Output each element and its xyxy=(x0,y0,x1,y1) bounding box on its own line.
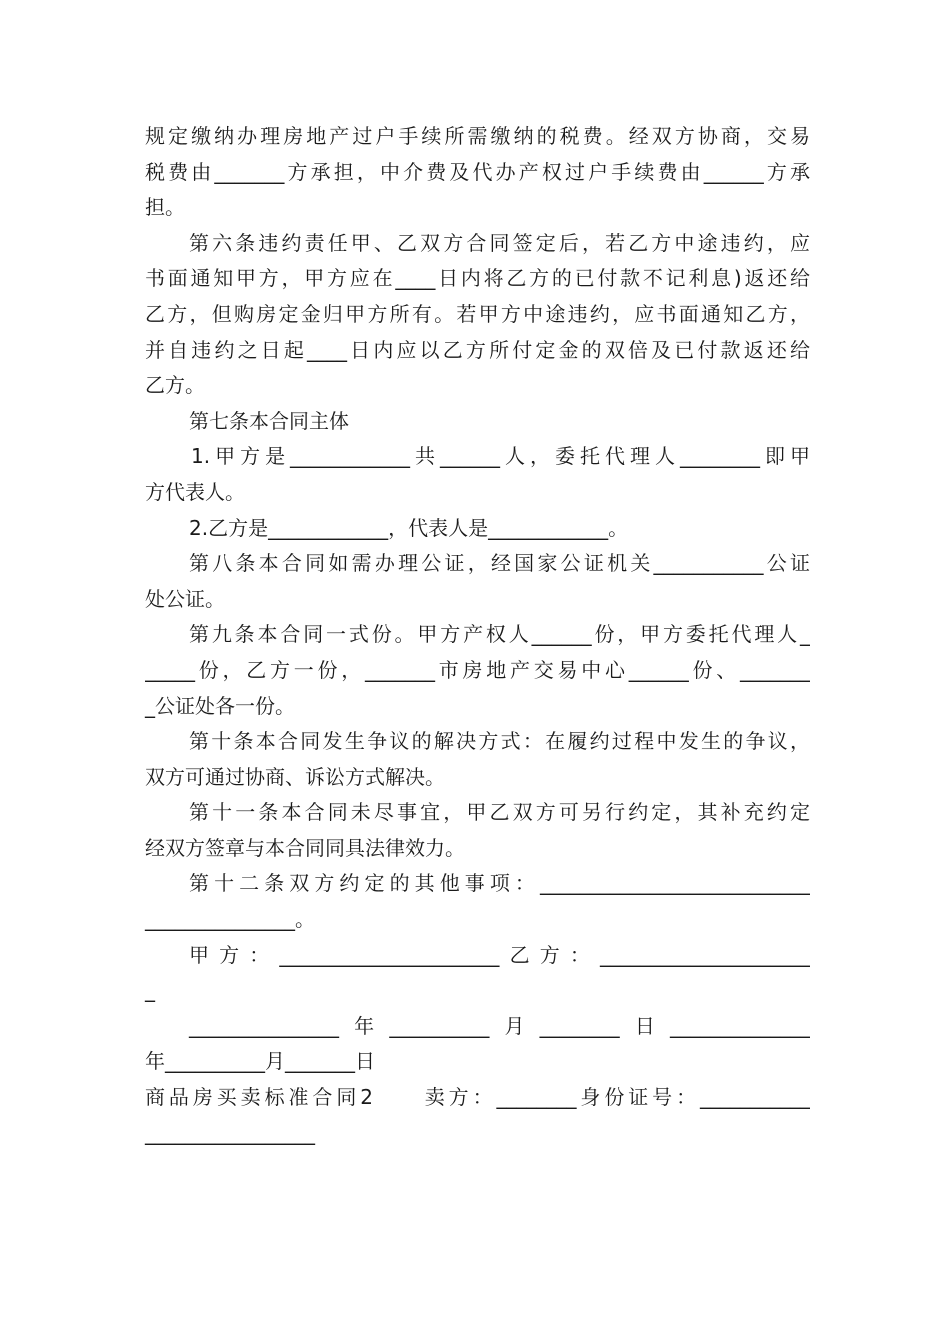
article-6-heading: 第六条违约责任甲、乙双方合同签定后，若乙方中途违约，应 xyxy=(189,230,810,255)
text-line: 规定缴纳办理房地产过户手续所需缴纳的税费。经双方协商，交易 xyxy=(145,124,810,148)
text-line: 双方可通过协商、诉讼方式解决。 xyxy=(145,764,445,789)
article-8-heading: 第八条本合同如需办理公证，经国家公证机关___________公证 xyxy=(189,551,810,576)
date-line: 年__________月_______日 xyxy=(145,1049,375,1074)
text-line: _________________ xyxy=(145,1120,315,1145)
text-line: 书面通知甲方，甲方应在____日内将乙方的已付款不记利息)返还给 xyxy=(145,266,810,291)
text-line: 处公证。 xyxy=(145,586,225,611)
party-b-line: 2.乙方是____________，代表人是____________。 xyxy=(189,515,629,540)
article-12-heading: 第十二条双方约定的其他事项：___________________________ xyxy=(189,871,810,896)
text-line: _ xyxy=(145,978,155,1003)
text-line: 乙方。 xyxy=(145,373,205,398)
date-line: _______________年__________月________日______________ xyxy=(189,1013,810,1038)
text-line: 经双方签章与本合同同具法律效力。 xyxy=(145,835,465,860)
contract-2-heading: 商品房买卖标准合同2 卖方：________身份证号：___________ xyxy=(145,1085,810,1110)
text-line: 担。 xyxy=(145,195,185,220)
text-line: 税费由_______方承担，中介费及代办产权过户手续费由______方承 xyxy=(145,159,810,184)
party-a-line: 1.甲方是____________共______人，委托代理人________即甲 xyxy=(191,444,810,469)
text-line: 乙方，但购房定金归甲方所有。若甲方中途违约，应书面通知乙方， xyxy=(145,301,810,326)
article-7-heading: 第七条本合同主体 xyxy=(189,408,349,433)
text-line: 并自违约之日起____日内应以乙方所付定金的双倍及已付款返还给 xyxy=(145,337,810,362)
text-line: _公证处各一份。 xyxy=(145,693,295,718)
text-line: _______________。 xyxy=(145,907,315,932)
text-line: 方代表人。 xyxy=(145,479,245,504)
signature-line: 甲方：______________________乙方：_____________________ xyxy=(189,942,810,967)
contract-text xyxy=(145,119,810,1151)
article-10-heading: 第十条本合同发生争议的解决方式：在履约过程中发生的争议， xyxy=(189,729,810,754)
text-line: _____份，乙方一份，_______市房地产交易中心______份、_______ xyxy=(145,657,810,682)
article-9-heading: 第九条本合同一式份。甲方产权人______份，甲方委托代理人_ xyxy=(189,622,810,647)
article-11-heading: 第十一条本合同未尽事宜，甲乙双方可另行约定，其补充约定 xyxy=(189,800,810,825)
